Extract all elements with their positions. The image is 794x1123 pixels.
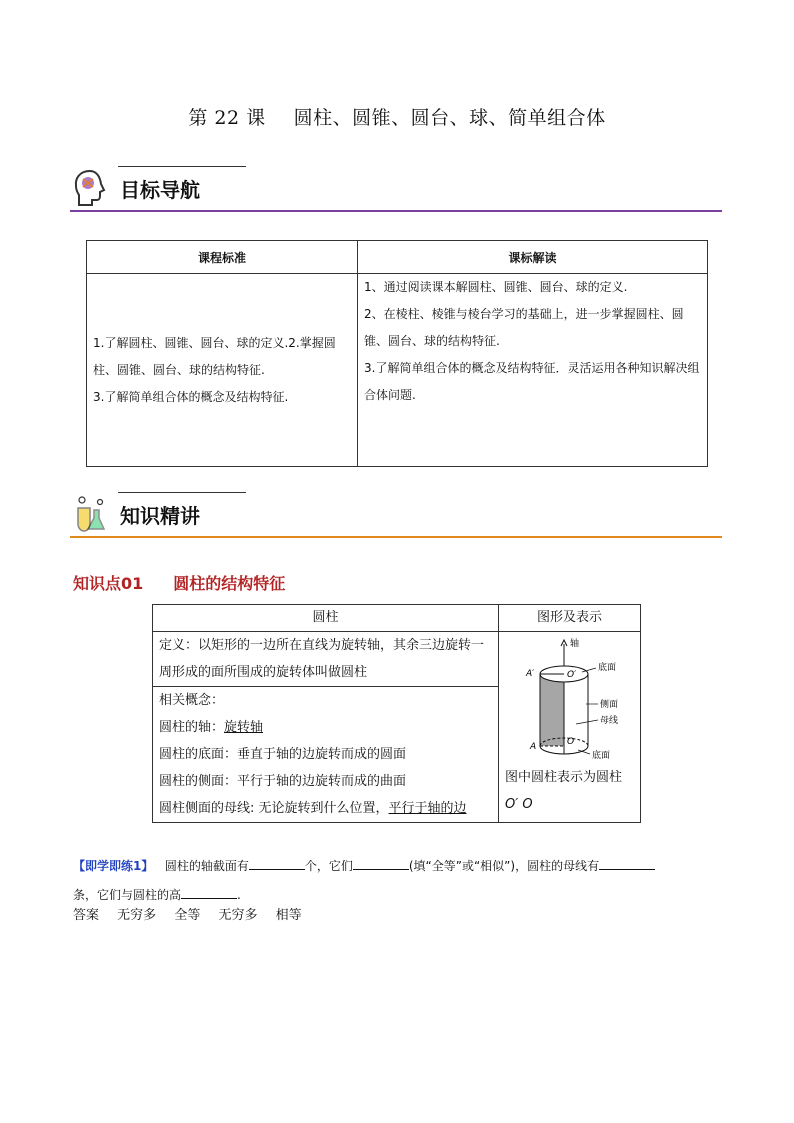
base-line: 圆柱的底面：垂直于轴的边旋转而成的圆面 xyxy=(159,747,407,762)
brain-head-icon xyxy=(72,168,108,208)
axis-line: 圆柱的轴：旋转轴 xyxy=(159,720,264,735)
lateral-line: 圆柱的侧面：平行于轴的边旋转而成的曲面 xyxy=(159,774,407,789)
figure-notation: O′ O xyxy=(505,797,533,812)
header-figure: 图形及表示 xyxy=(499,605,641,632)
label-a: A xyxy=(529,742,536,752)
label-lateral: 侧面 xyxy=(599,700,618,710)
label-bottom-base: 底面 xyxy=(591,751,610,761)
label-a-prime: A′ xyxy=(525,669,534,679)
cylinder-table xyxy=(152,604,641,823)
blank-2[interactable] xyxy=(353,855,409,870)
answer-item: 相等 xyxy=(275,908,302,923)
lab-flask-icon xyxy=(72,494,108,534)
header-interpretation: 课标解读 xyxy=(358,241,708,274)
page-title xyxy=(0,103,794,130)
section-rule xyxy=(70,210,722,212)
cylinder-figure xyxy=(510,636,630,764)
section-header-goals xyxy=(70,166,722,212)
answer-item: 全等 xyxy=(174,908,201,923)
standard-cell: 1.了解圆柱、圆锥、圆台、球的定义.2.掌握圆柱、圆锥、圆台、球的结构特征. 3.了解简单组合体的概念及结构特征. xyxy=(87,274,358,467)
definition-cell: 定义：以矩形的一边所在直线为旋转轴，其余三边旋转一周形成的面所围成的旋转体叫做圆柱 xyxy=(153,632,499,687)
blank-1[interactable] xyxy=(249,855,305,870)
label-axis: 轴 xyxy=(569,639,579,649)
section-title: 目标导航 xyxy=(120,178,200,202)
lesson-topic: 圆柱、圆锥、圆台、球、简单组合体 xyxy=(293,107,606,129)
blank-3[interactable] xyxy=(599,855,655,870)
blank-4[interactable] xyxy=(181,884,237,899)
figure-caption: 图中圆柱表示为圆柱 xyxy=(505,770,623,785)
answer-item: 无穷多 xyxy=(218,908,258,923)
answer-item: 无穷多 xyxy=(117,908,157,923)
generatrix-line: 圆柱侧面的母线: 无论旋转到什么位置，平行于轴的边 xyxy=(159,801,467,816)
label-o-prime: O′ xyxy=(566,670,576,680)
header-cylinder: 圆柱 xyxy=(153,605,499,632)
header-standard: 课程标准 xyxy=(87,241,358,274)
lesson-number: 第 22 课 xyxy=(188,107,266,129)
answer-label: 答案 xyxy=(73,908,100,923)
label-generatrix: 母线 xyxy=(599,716,618,726)
section-rule xyxy=(70,536,722,538)
figure-cell xyxy=(499,632,641,823)
goals-table xyxy=(86,240,708,467)
label-o: O xyxy=(566,737,574,747)
related-concepts-cell: 相关概念： 圆柱的轴：旋转轴 圆柱的底面：垂直于轴的边旋转而成的圆面 圆柱的侧面：平行于轴的边旋转而成的曲面 圆柱侧面的母线: 无论旋转到什么位置，平行于轴的边 xyxy=(153,687,499,823)
answer-line xyxy=(73,904,316,923)
exercise-label: 【即学即练1】 xyxy=(73,859,154,873)
exercise: 【即学即练1】 圆柱的轴截面有 个，它们 (填“全等”或“相似”)，圆柱的母线有 条，它们与圆柱的高 . xyxy=(73,852,723,910)
label-top-base: 底面 xyxy=(597,663,616,673)
section-header-knowledge xyxy=(70,492,722,538)
knowledge-point-heading: 知识点01 圆柱的结构特征 xyxy=(73,574,286,593)
section-title: 知识精讲 xyxy=(120,504,200,528)
interpretation-cell: 1、通过阅读课本解圆柱、圆锥、圆台、球的定义. 2、在棱柱、棱锥与棱台学习的基础上，进一步掌握圆柱、圆锥、圆台、球的结构特征. 3.了解简单组合体的概念及结构特征．灵活运用各种知识解决组合体问题. xyxy=(358,274,708,467)
